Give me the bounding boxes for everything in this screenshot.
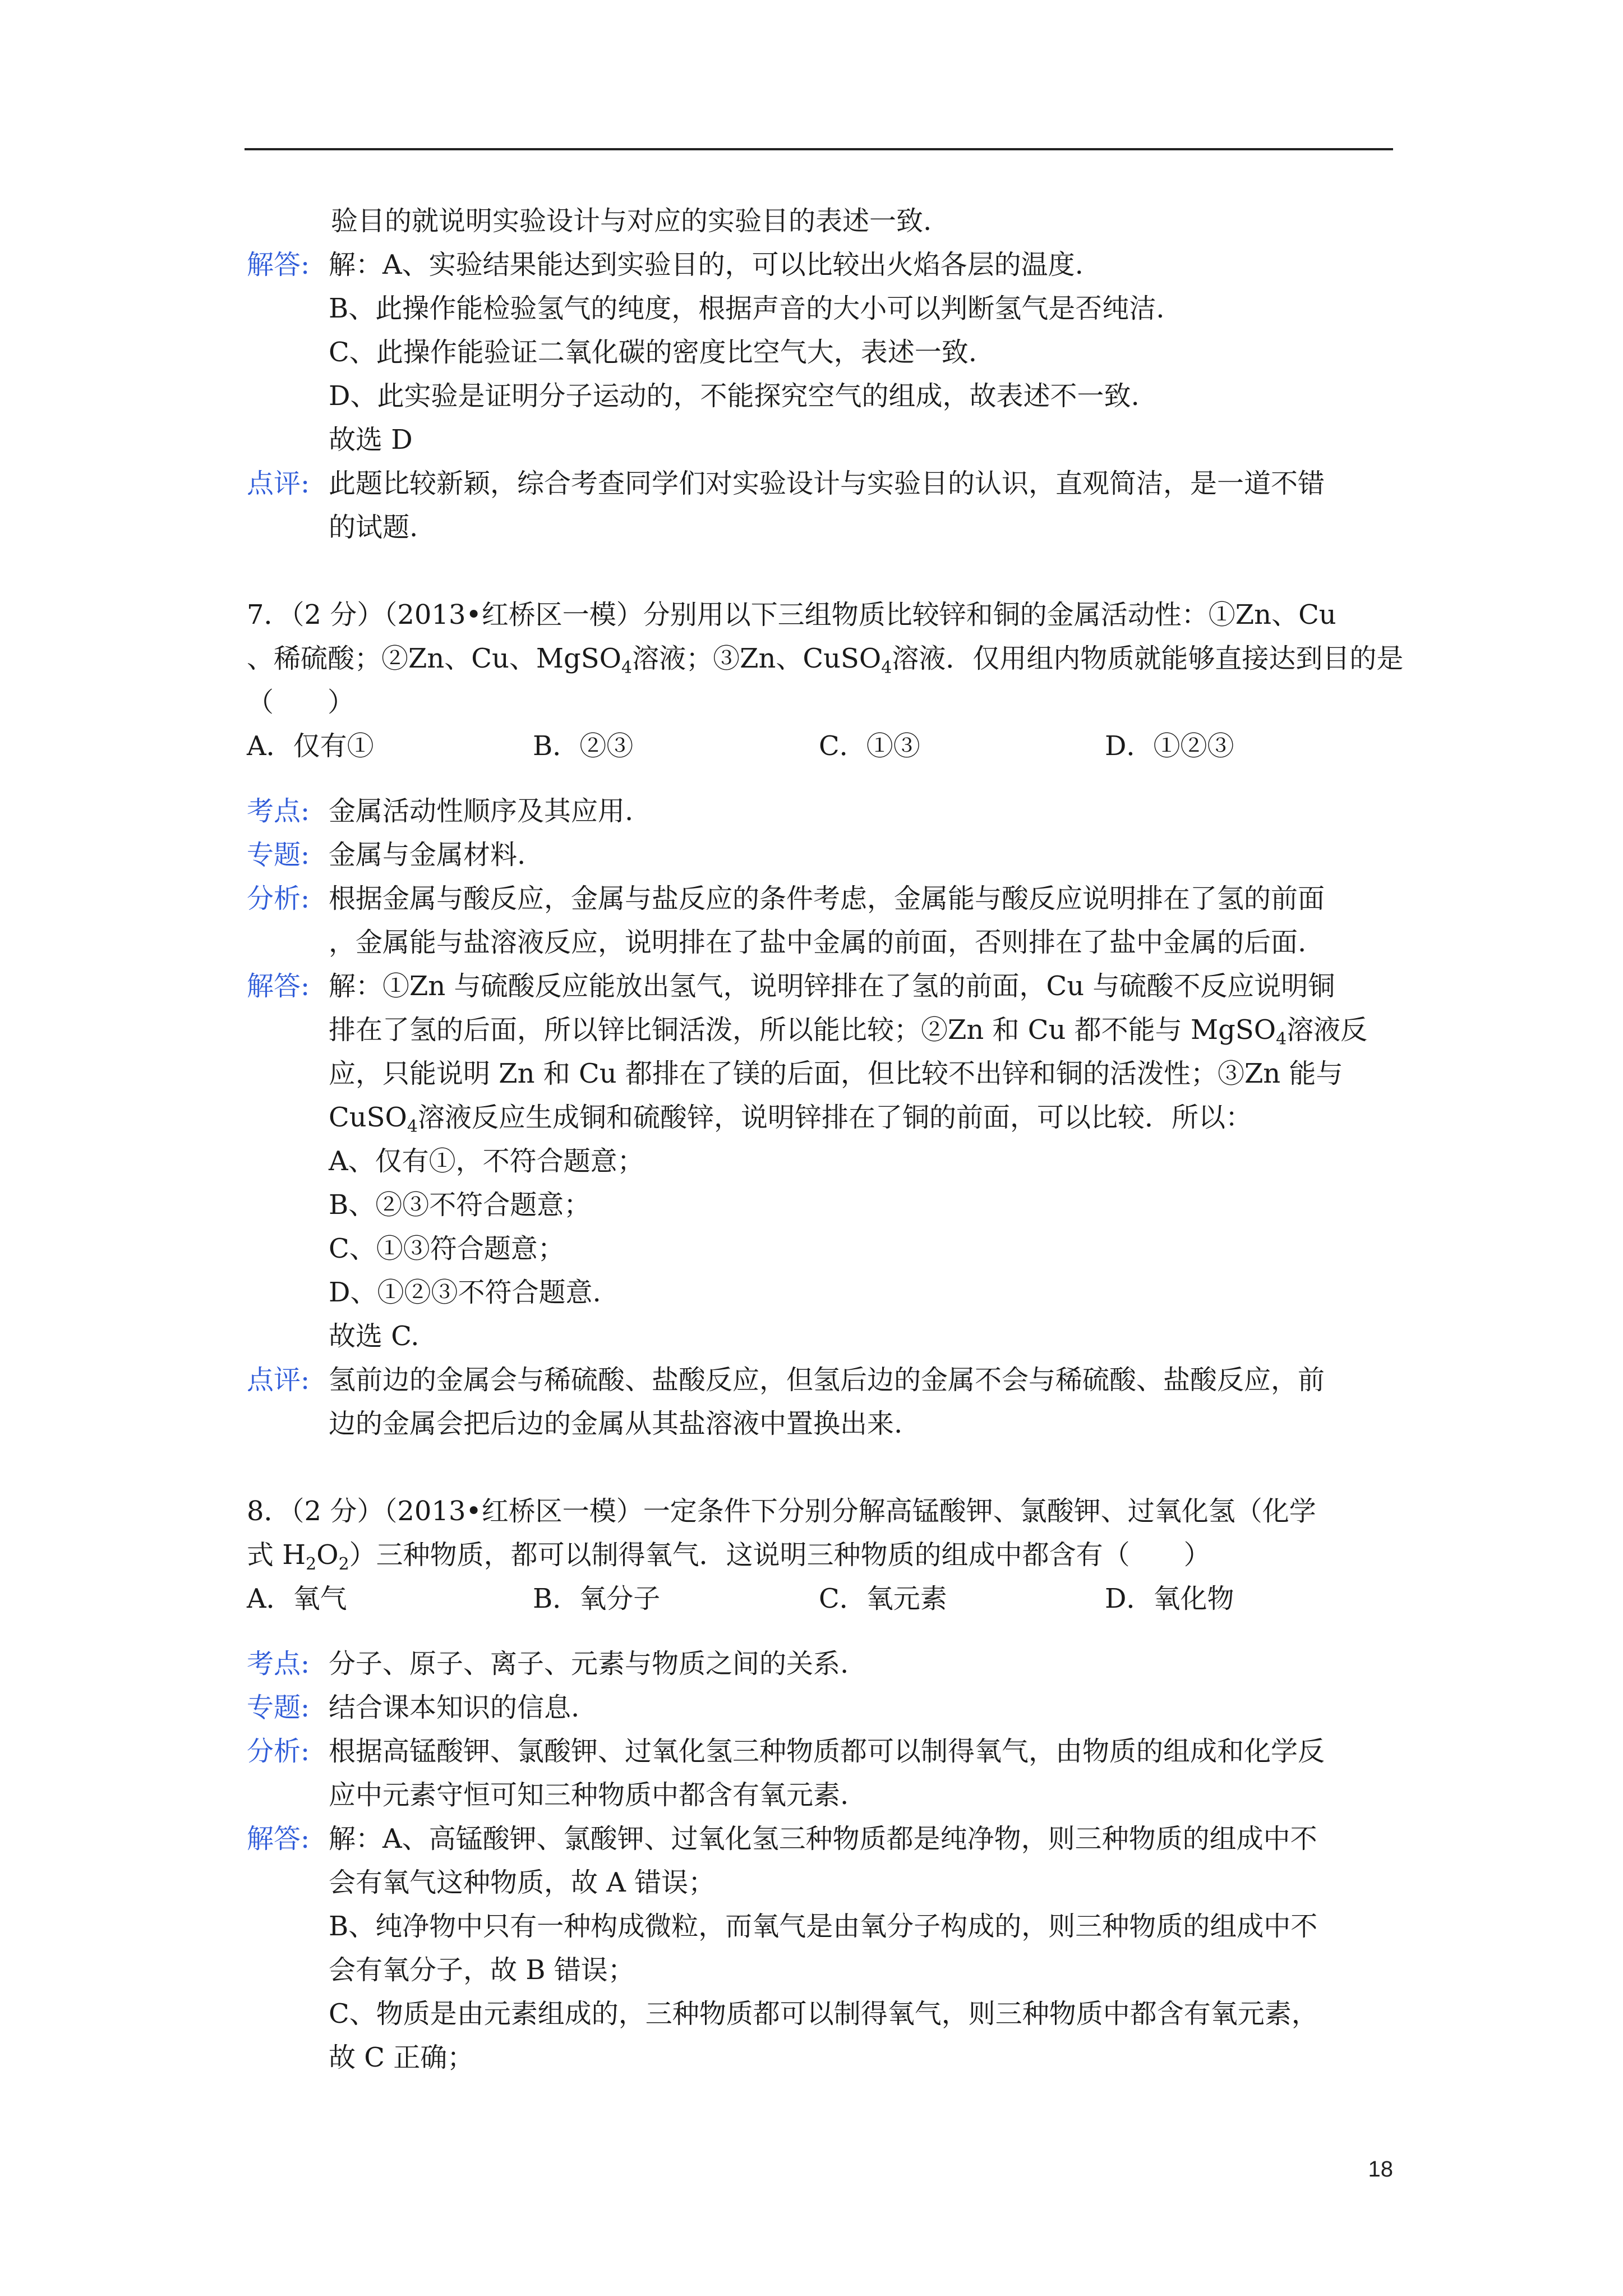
q6-comment-line: 的试题. [329,512,418,543]
q7-answer-line: 排在了氢的后面，所以锌比铜活泼，所以能比较；②Zn 和 Cu 都不能与 MgSO$_4$溶液反 [329,1014,1368,1049]
q7-options [247,724,1391,768]
q7-answer-line: A、仅有①，不符合题意； [329,1145,644,1177]
q7-stem-line: （ ） [247,687,355,718]
analysis-label: 分析: [247,1736,310,1767]
q6-comment-line: 点评: 此题比较新颖，综合考查同学们对实验设计与实验目的认识，直观简洁，是一道不错 [247,462,1391,505]
q7-comment-line: 边的金属会把后边的金属从其盐溶液中置换出来. [329,1408,903,1439]
q8-analysis-line: 分析: 根据高锰酸钾、氯酸钾、过氧化氢三种物质都可以制得氧气，由物质的组成和化学反 [247,1729,1391,1773]
q8-answer-line: 会有氧分子，故 B 错误； [329,1954,635,1986]
q7-comment-line: 点评: 氢前边的金属会与稀硫酸、盐酸反应，但氢后边的金属不会与稀硫酸、盐酸反应，前 [247,1358,1391,1402]
answer-label: 解答: [247,1823,310,1855]
q7-option-c: C．①③ [819,730,920,762]
q7-stem-line: 7．（2 分）（2013•红桥区一模）分别用以下三组物质比较锌和铜的金属活动性：①Zn、Cu [247,599,1336,631]
page-number: 18 [1368,2157,1393,2182]
q7-answer-line: 故选 C. [329,1320,419,1352]
comment-label: 点评: [247,1364,310,1396]
q7-answer-line: D、①②③不符合题意. [329,1277,601,1308]
analysis-label: 分析: [247,883,310,914]
q8-option-c: C．氧元素 [819,1583,947,1614]
topic-label: 专题: [247,839,310,871]
q8-answer-line: 故 C 正确； [329,2042,474,2073]
q7-option-d: D．①②③ [1105,730,1234,762]
q8-stem-line: 式 $H_2O_2$）三种物质，都可以制得氧气．这说明三种物质的组成中都含有（ ） [247,1539,1211,1574]
comment-label: 点评: [247,468,310,499]
q7-answer-line: C、①③符合题意； [329,1233,565,1264]
q7-answer-line: CuSO$_4$溶液反应生成铜和硫酸锌，说明锌排在了铜的前面，可以比较．所以： [329,1102,1252,1137]
intro-line: 验目的就说明实验设计与对应的实验目的表述一致. [331,205,932,237]
q7-answer-line: 解答: 解：①Zn 与硫酸反应能放出氢气，说明锌排在了氢的前面，Cu 与硫酸不反应说明铜 [247,964,1391,1008]
q8-answer-line: C、物质是由元素组成的，三种物质都可以制得氧气，则三种物质中都含有氧元素， [329,1998,1318,2030]
q8-answer-line: 会有氧气这种物质，故 A 错误； [329,1867,716,1898]
q6-answer-line: 故选 D [329,424,413,455]
q7-answer-line: 应，只能说明 Zn 和 Cu 都排在了镁的后面，但比较不出锌和铜的活泼性；③Zn 能与 [329,1058,1343,1089]
q8-point: 考点: 分子、原子、离子、元素与物质之间的关系. [247,1642,1391,1686]
point-label: 考点: [247,795,310,827]
q8-answer-line: B、纯净物中只有一种构成微粒，而氧气是由氧分子构成的，则三种物质的组成中不 [329,1911,1318,1942]
q6-answer-line: B、此操作能检验氢气的纯度，根据声音的大小可以判断氢气是否纯洁. [329,293,1165,324]
q8-stem-line: 8．（2 分）（2013•红桥区一模）一定条件下分别分解高锰酸钾、氯酸钾、过氧化氢（化学 [247,1496,1316,1527]
q8-topic: 专题: 结合课本知识的信息. [247,1686,1391,1729]
q8-answer-line: 解答: 解：A、高锰酸钾、氯酸钾、过氧化氢三种物质都是纯净物，则三种物质的组成中不 [247,1817,1391,1861]
header-rule [245,148,1393,150]
q7-point: 考点: 金属活动性顺序及其应用. [247,789,1391,833]
q7-answer-line: B、②③不符合题意； [329,1189,591,1221]
q7-stem-line: 、稀硫酸；②Zn、Cu、MgSO$_4$溶液；③Zn、CuSO$_4$溶液．仅用组内物质就能够直接达到目的是 [247,643,1404,678]
q8-option-d: D．氧化物 [1105,1583,1234,1614]
topic-label: 专题: [247,1692,310,1723]
q8-option-b: B．氧分子 [533,1583,661,1614]
q8-analysis-line: 应中元素守恒可知三种物质中都含有氧元素. [329,1779,849,1811]
q7-topic: 专题: 金属与金属材料. [247,833,1391,877]
point-label: 考点: [247,1648,310,1680]
page-body [247,199,1404,2079]
q7-analysis-line: 分析: 根据金属与酸反应，金属与盐反应的条件考虑，金属能与酸反应说明排在了氢的前面 [247,877,1391,921]
answer-label: 解答: [247,249,310,280]
q6-answer-line: 解答: 解：A、实验结果能达到实验目的，可以比较出火焰各层的温度. [247,243,1391,287]
q7-option-a: A．仅有① [247,730,374,762]
q8-options [247,1577,1391,1621]
q7-analysis-line: ，金属能与盐溶液反应，说明排在了盐中金属的前面，否则排在了盐中金属的后面. [329,927,1307,958]
q7-option-b: B．②③ [533,730,634,762]
answer-label: 解答: [247,970,310,1002]
q8-option-a: A．氧气 [247,1583,347,1614]
q6-answer-line: D、此实验是证明分子运动的，不能探究空气的组成，故表述不一致. [329,380,1140,412]
q6-answer-line: C、此操作能验证二氧化碳的密度比空气大，表述一致. [329,337,977,368]
